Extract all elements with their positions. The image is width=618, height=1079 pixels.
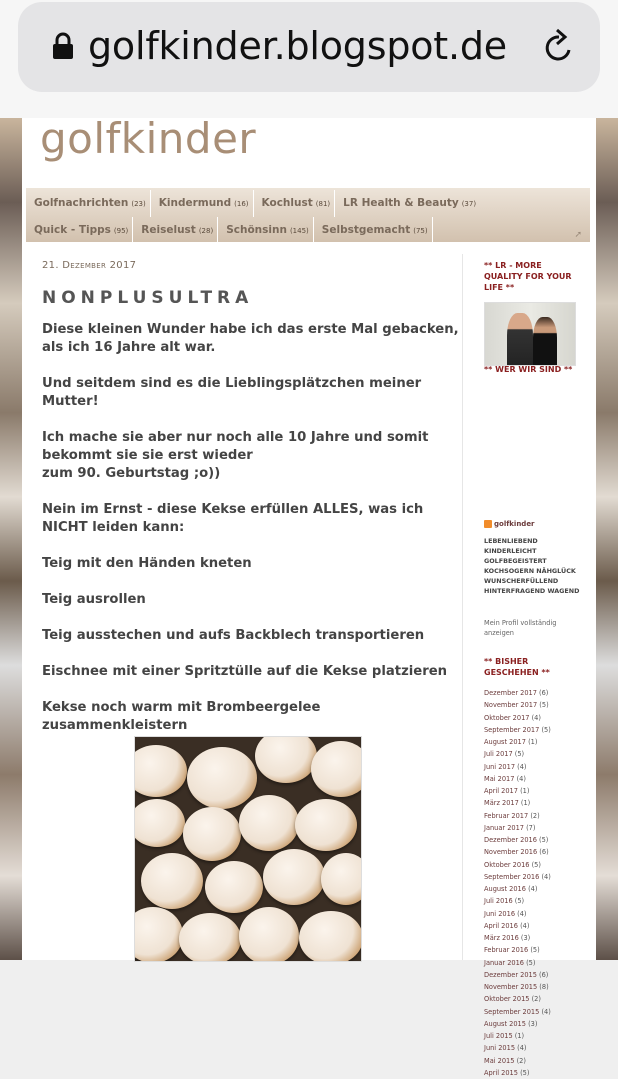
archive-month-link[interactable]: September 2016 (484, 872, 540, 881)
archive-count: (1) (520, 799, 531, 808)
tab-row-1 (26, 190, 480, 217)
archive-count: (1) (514, 1032, 525, 1040)
archive-month-link[interactable]: Juli 2016 (484, 897, 513, 906)
archive-count: (4) (541, 872, 551, 881)
cookies-photo[interactable] (134, 736, 362, 962)
archive-item[interactable] (484, 932, 594, 944)
archive-item[interactable] (484, 699, 594, 711)
background-photo-left (0, 118, 22, 960)
browser-toolbar (0, 0, 618, 119)
tab-selbstgemacht[interactable]: Selbstgemacht (75) (314, 217, 433, 244)
archive-item[interactable] (484, 785, 594, 797)
sidebar-divider (462, 254, 463, 960)
profile-link[interactable]: Mein Profil vollständig anzeigen (484, 619, 557, 637)
archive-month-link[interactable]: Oktober 2016 (484, 860, 530, 869)
sidebar-heading-archive: ** BISHER GESCHEHEN ** (484, 657, 550, 677)
edit-icon[interactable]: ➚ (574, 230, 582, 240)
archive-item[interactable] (484, 908, 594, 920)
post-paragraph: Nein im Ernst - diese Kekse erfüllen ALLES, was ich NICHT leiden kann: (42, 502, 424, 535)
archive-month-link[interactable]: September 2017 (484, 725, 540, 734)
post-paragraph: Eischnee mit einer Spritztülle auf die Kekse platzieren (42, 664, 448, 679)
background-photo-right (596, 118, 618, 960)
archive-list (484, 687, 594, 1079)
archive-count: (5) (514, 750, 525, 759)
archive-month-link[interactable]: Februar 2017 (484, 811, 529, 820)
sidebar-heading-about: ** WER WIR SIND ** (484, 365, 573, 374)
reload-icon[interactable] (542, 28, 576, 66)
tab-row-2 (26, 217, 433, 244)
archive-item[interactable] (484, 981, 594, 993)
archive-item[interactable] (484, 920, 594, 932)
archive-item[interactable] (484, 822, 594, 834)
archive-month-link[interactable]: Dezember 2017 (484, 689, 537, 697)
archive-month-link[interactable]: September 2015 (484, 1007, 540, 1016)
tab-golfnachrichten[interactable]: Golfnachrichten (23) (26, 190, 151, 217)
label-tabs (26, 188, 590, 242)
archive-month-link[interactable]: Januar 2016 (484, 958, 524, 967)
archive-item[interactable] (484, 736, 594, 748)
archive-month-link[interactable]: November 2016 (484, 848, 538, 857)
archive-item[interactable] (484, 1018, 594, 1030)
archive-month-link[interactable]: Mai 2017 (484, 774, 515, 783)
archive-month-link[interactable]: März 2016 (484, 934, 519, 942)
archive-month-link[interactable]: August 2016 (484, 885, 526, 893)
archive-month-link[interactable]: April 2017 (484, 787, 518, 795)
archive-count: (2) (516, 1056, 526, 1065)
archive-count: (5) (539, 701, 549, 710)
archive-count: (4) (517, 1044, 527, 1053)
archive-item[interactable] (484, 834, 594, 846)
archive-month-link[interactable]: August 2017 (484, 738, 526, 746)
profile-description: LEBENLIEBEND KINDERLEICHT GOLFBEGEISTERT KOCHSOGERN NÄHGLÜCK WUNSCHERFÜLLEND HINTERFRAGEND WAGEND (484, 537, 580, 595)
archive-item[interactable] (484, 797, 594, 809)
archive-count: (5) (514, 897, 525, 906)
archive-count: (4) (541, 1007, 551, 1016)
archive-item[interactable] (484, 1030, 594, 1042)
archive-count: (4) (516, 774, 526, 783)
archive-count: (4) (517, 909, 527, 918)
archive-month-link[interactable]: Februar 2016 (484, 946, 529, 955)
archive-count: (1) (520, 787, 530, 795)
archive-month-link[interactable]: April 2015 (484, 1068, 518, 1077)
archive-count: (5) (539, 836, 549, 844)
sidebar-couple-photo[interactable] (484, 302, 576, 366)
archive-count: (4) (517, 762, 527, 771)
archive-count: (5) (541, 725, 551, 734)
archive-item[interactable] (484, 1067, 594, 1079)
archive-count: (5) (520, 1068, 530, 1077)
post-paragraph: Teig ausrollen (42, 592, 146, 607)
tab-quick-tipps[interactable]: Quick - Tipps (95) (26, 217, 133, 244)
archive-month-link[interactable]: Dezember 2016 (484, 836, 537, 844)
archive-item[interactable] (484, 957, 594, 969)
archive-count: (4) (520, 921, 530, 930)
archive-count: (2) (531, 995, 541, 1004)
archive-item[interactable] (484, 773, 594, 785)
archive-item[interactable] (484, 846, 594, 858)
archive-month-link[interactable]: Juni 2016 (484, 909, 516, 918)
archive-month-link[interactable]: Oktober 2015 (484, 995, 530, 1004)
archive-month-link[interactable]: März 2017 (484, 799, 519, 808)
tab-schoensinn[interactable]: Schönsinn (145) (218, 217, 314, 244)
archive-month-link[interactable]: Juli 2017 (484, 750, 513, 759)
archive-count: (7) (526, 823, 536, 832)
post-title[interactable]: NONPLUSULTRA (42, 288, 254, 308)
post-paragraph: Kekse noch warm mit Brombeergelee zusammenkleistern (42, 700, 321, 733)
tab-lr-health-beauty[interactable]: LR Health & Beauty (37) (343, 197, 477, 209)
archive-count: (3) (528, 1019, 538, 1028)
blog-title[interactable]: golfkinder (40, 114, 257, 163)
archive-count: (6) (539, 970, 549, 979)
post-paragraph: Und seitdem sind es die Lieblingsplätzchen meiner Mutter! (42, 376, 422, 409)
archive-count: (3) (520, 934, 531, 942)
address-bar[interactable] (18, 2, 600, 92)
archive-count: (6) (539, 848, 549, 857)
post-paragraph: Ich mache sie aber nur noch alle 10 Jahre und somit bekommt sie sie erst wieder zum 90. Geburtstag ;o)) (42, 430, 429, 481)
post-paragraph: Diese kleinen Wunder habe ich das erste Mal gebacken, als ich 16 Jahre alt war. (42, 322, 459, 355)
archive-item[interactable] (484, 1042, 594, 1054)
tab-reiselust[interactable]: Reiselust (28) (133, 217, 218, 244)
archive-count: (6) (539, 689, 549, 697)
blogger-icon (484, 520, 492, 528)
archive-month-link[interactable]: November 2015 (484, 983, 538, 991)
archive-item[interactable] (484, 1055, 594, 1067)
archive-count: (5) (531, 860, 541, 869)
archive-item[interactable] (484, 687, 594, 699)
post-body (42, 321, 460, 753)
profile-name[interactable]: golfkinder (484, 520, 535, 528)
archive-item[interactable] (484, 761, 594, 773)
post-paragraph: Teig mit den Händen kneten (42, 556, 252, 571)
archive-item[interactable] (484, 810, 594, 822)
archive-item[interactable] (484, 871, 594, 883)
archive-month-link[interactable]: Januar 2017 (484, 823, 524, 832)
archive-month-link[interactable]: Mai 2015 (484, 1056, 515, 1065)
archive-month-link[interactable]: Juli 2015 (484, 1032, 513, 1040)
archive-item[interactable] (484, 944, 594, 956)
tab-kindermund[interactable]: Kindermund (16) (151, 190, 254, 217)
archive-month-link[interactable]: April 2016 (484, 921, 518, 930)
archive-count: (4) (528, 885, 538, 893)
archive-month-link[interactable]: Dezember 2015 (484, 970, 537, 979)
archive-item[interactable] (484, 712, 594, 724)
url-text[interactable]: golfkinder.blogspot.de (88, 24, 507, 68)
archive-month-link[interactable]: Juni 2017 (484, 762, 516, 771)
archive-item[interactable] (484, 883, 594, 895)
post-date: 21. Dezember 2017 (42, 260, 137, 271)
archive-item[interactable] (484, 724, 594, 736)
archive-count: (4) (531, 713, 541, 722)
tab-kochlust[interactable]: Kochlust (81) (254, 190, 336, 217)
archive-count: (2) (530, 811, 540, 820)
sidebar-heading-lr: ** LR - MORE QUALITY FOR YOUR LIFE ** (484, 261, 572, 292)
archive-count: (5) (526, 958, 536, 967)
archive-month-link[interactable]: November 2017 (484, 701, 538, 710)
archive-month-link[interactable]: Oktober 2017 (484, 713, 530, 722)
archive-item[interactable] (484, 969, 594, 981)
archive-month-link[interactable]: August 2015 (484, 1019, 526, 1028)
archive-item[interactable] (484, 993, 594, 1005)
post-paragraph: Teig ausstechen und aufs Backblech transportieren (42, 628, 425, 643)
archive-item[interactable] (484, 895, 594, 907)
archive-count: (1) (528, 738, 538, 746)
archive-item[interactable] (484, 859, 594, 871)
archive-item[interactable] (484, 1006, 594, 1018)
archive-item[interactable] (484, 748, 594, 760)
archive-count: (8) (539, 983, 549, 991)
lock-icon (52, 32, 74, 60)
archive-count: (5) (530, 946, 540, 955)
blog-page (22, 114, 596, 1077)
archive-month-link[interactable]: Juni 2015 (484, 1044, 516, 1053)
